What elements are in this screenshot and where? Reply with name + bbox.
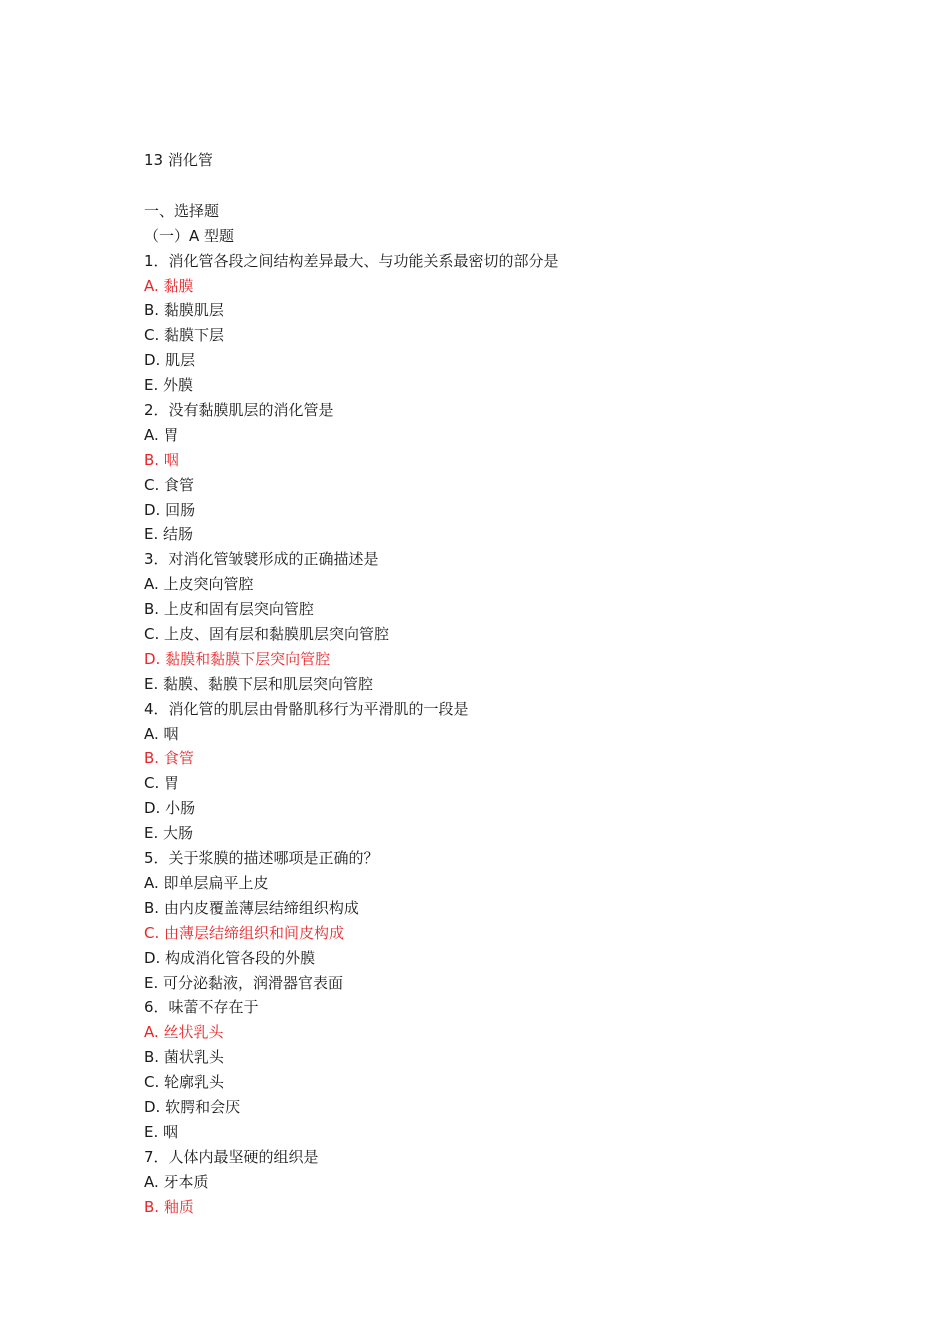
subsection-heading: （一）A 型题 <box>144 226 235 245</box>
question-option: A. 胃 <box>144 425 179 444</box>
question-option: A. 即单层扁平上皮 <box>144 873 269 892</box>
question-option: E. 可分泌黏液，润滑器官表面 <box>144 973 344 992</box>
question-option: D. 构成消化管各段的外膜 <box>144 948 316 967</box>
document-content <box>144 148 804 1219</box>
question-option: D. 肌层 <box>144 351 196 370</box>
question-option: A. 上皮突向管腔 <box>144 575 254 594</box>
question-option: E. 黏膜、黏膜下层和肌层突向管腔 <box>144 674 374 693</box>
question-option: E. 大肠 <box>144 824 194 843</box>
question-option: B. 黏膜肌层 <box>144 301 224 320</box>
question-stem: 5．关于浆膜的描述哪项是正确的？ <box>144 849 379 868</box>
question-option: C. 上皮、固有层和黏膜肌层突向管腔 <box>144 625 390 644</box>
question-list <box>144 249 804 1220</box>
question-option: C. 黏膜下层 <box>144 326 225 345</box>
question-option: C. 轮廓乳头 <box>144 1073 225 1092</box>
answer-option: A. 黏膜 <box>144 276 194 295</box>
question-option: E. 外膜 <box>144 376 194 395</box>
question-option: A. 牙本质 <box>144 1172 209 1191</box>
question-stem: 6．味蕾不存在于 <box>144 998 259 1017</box>
question-stem: 3．对消化管皱襞形成的正确描述是 <box>144 550 379 569</box>
question-option: B. 菌状乳头 <box>144 1048 224 1067</box>
question-option: D. 回肠 <box>144 500 196 519</box>
answer-option: B. 釉质 <box>144 1197 194 1216</box>
question-option: D. 小肠 <box>144 799 196 818</box>
question-stem: 2．没有黏膜肌层的消化管是 <box>144 401 334 420</box>
answer-option: B. 咽 <box>144 450 179 469</box>
question-stem: 7．人体内最坚硬的组织是 <box>144 1147 319 1166</box>
question-stem: 4．消化管的肌层由骨骼肌移行为平滑肌的一段是 <box>144 699 469 718</box>
chapter-title: 13 消化管 <box>144 151 213 169</box>
question-stem: 1．消化管各段之间结构差异最大、与功能关系最密切的部分是 <box>144 251 559 270</box>
answer-option: B. 食管 <box>144 749 194 768</box>
question-option: C. 胃 <box>144 774 180 793</box>
answer-option: C. 由薄层结缔组织和间皮构成 <box>144 923 345 942</box>
question-option: D. 软腭和会厌 <box>144 1097 241 1116</box>
question-option: E. 结肠 <box>144 525 194 544</box>
section-heading: 一、选择题 <box>144 201 220 220</box>
question-option: E. 咽 <box>144 1122 179 1141</box>
answer-option: D. 黏膜和黏膜下层突向管腔 <box>144 649 331 668</box>
question-option: C. 食管 <box>144 475 195 494</box>
answer-option: A. 丝状乳头 <box>144 1023 224 1042</box>
question-option: B. 由内皮覆盖薄层结缔组织构成 <box>144 898 359 917</box>
question-option: A. 咽 <box>144 724 179 743</box>
question-option: B. 上皮和固有层突向管腔 <box>144 600 314 619</box>
